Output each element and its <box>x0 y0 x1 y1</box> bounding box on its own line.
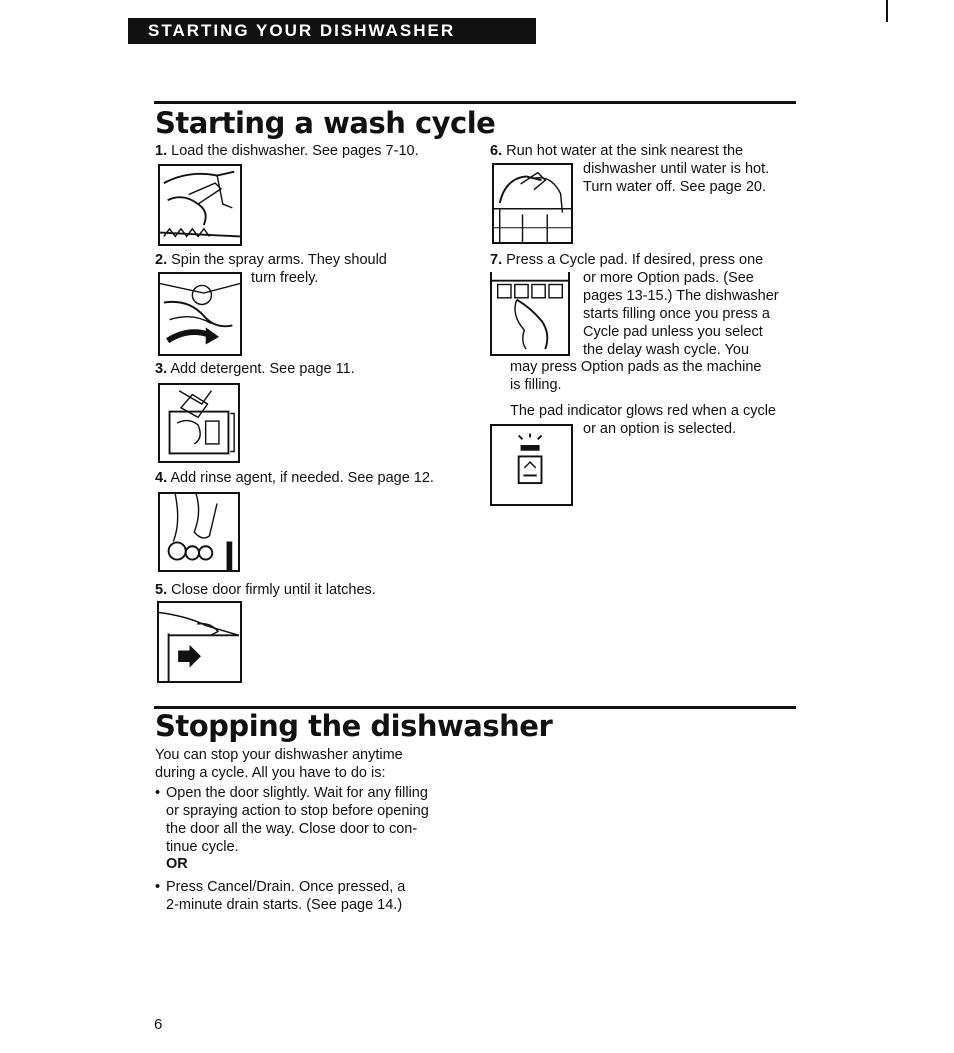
bullet-line: Press Cancel/Drain. Once pressed, a <box>166 879 406 895</box>
indicator-light-illustration <box>490 424 573 506</box>
step-number: 6. <box>490 143 503 159</box>
step-number: 5. <box>155 582 168 598</box>
step-7-line-5: Cycle pad unless you select <box>583 324 763 340</box>
section-title-wash: Starting a wash cycle <box>155 106 496 140</box>
sink-faucet-illustration <box>492 163 573 244</box>
step-number: 2. <box>155 252 168 268</box>
step-7-line-3: pages 13-15.) The dishwasher <box>583 288 779 304</box>
step-7-line-4: starts filling once you press a <box>583 306 770 322</box>
bullet-line: the door all the way. Close door to con- <box>166 821 418 837</box>
step-7-line-7: may press Option pads as the machine <box>510 359 762 375</box>
step-text: Add rinse agent, if needed. See page 12. <box>170 470 434 486</box>
page-number: 6 <box>154 1016 163 1033</box>
step-3 <box>155 360 355 378</box>
step-text: Press a Cycle pad. If desired, press one <box>506 252 764 268</box>
or-label: OR <box>166 856 188 872</box>
step-5 <box>155 581 376 599</box>
stopping-intro-line-1: You can stop your dishwasher anytime <box>155 747 403 763</box>
cycle-pad-press-illustration <box>490 272 570 356</box>
step-number: 4. <box>155 470 168 486</box>
step-6-line-3: Turn water off. See page 20. <box>583 179 766 195</box>
step-text: Load the dishwasher. See pages 7-10. <box>171 143 419 159</box>
section-rule-top <box>154 101 796 104</box>
indicator-note: The pad indicator glows red when a cycle <box>510 403 776 419</box>
indicator-note-continued: or an option is selected. <box>583 421 737 437</box>
step-2-continued: turn freely. <box>251 270 319 286</box>
step-7 <box>490 251 763 269</box>
door-latch-illustration <box>157 601 242 683</box>
loading-dishes-illustration <box>158 164 242 246</box>
stopping-option-1 <box>155 784 429 856</box>
list-item <box>155 784 429 856</box>
rinse-agent-illustration <box>158 492 240 572</box>
bullet-line: or spraying action to stop before opening <box>166 803 429 819</box>
stopping-intro-line-2: during a cycle. All you have to do is: <box>155 765 386 781</box>
list-item <box>155 878 405 914</box>
step-7-line-6: the delay wash cycle. You <box>583 342 750 358</box>
page-edge-mark <box>886 0 888 22</box>
step-1 <box>155 142 419 160</box>
step-7-line-2: or more Option pads. (See <box>583 270 754 286</box>
step-6 <box>490 142 743 160</box>
spray-arm-illustration <box>158 272 242 356</box>
step-6-line-2: dishwasher until water is hot. <box>583 161 770 177</box>
step-number: 1. <box>155 143 168 159</box>
step-4 <box>155 469 434 487</box>
section-banner: STARTING YOUR DISHWASHER <box>128 18 536 44</box>
step-text: Run hot water at the sink nearest the <box>506 143 744 159</box>
step-2 <box>155 251 387 269</box>
bullet-line: 2-minute drain starts. (See page 14.) <box>166 897 403 913</box>
bullet-line: tinue cycle. <box>166 839 239 855</box>
step-text: Add detergent. See page 11. <box>170 361 355 377</box>
step-number: 7. <box>490 252 503 268</box>
step-text: Spin the spray arms. They should <box>171 252 387 268</box>
stopping-option-2 <box>155 878 405 914</box>
step-number: 3. <box>155 361 168 377</box>
section-title-stopping: Stopping the dishwasher <box>155 709 553 743</box>
step-7-line-8: is filling. <box>510 377 562 393</box>
bullet-line: Open the door slightly. Wait for any filling <box>166 785 428 801</box>
step-text: Close door firmly until it latches. <box>171 582 376 598</box>
detergent-dispenser-illustration <box>158 383 240 463</box>
